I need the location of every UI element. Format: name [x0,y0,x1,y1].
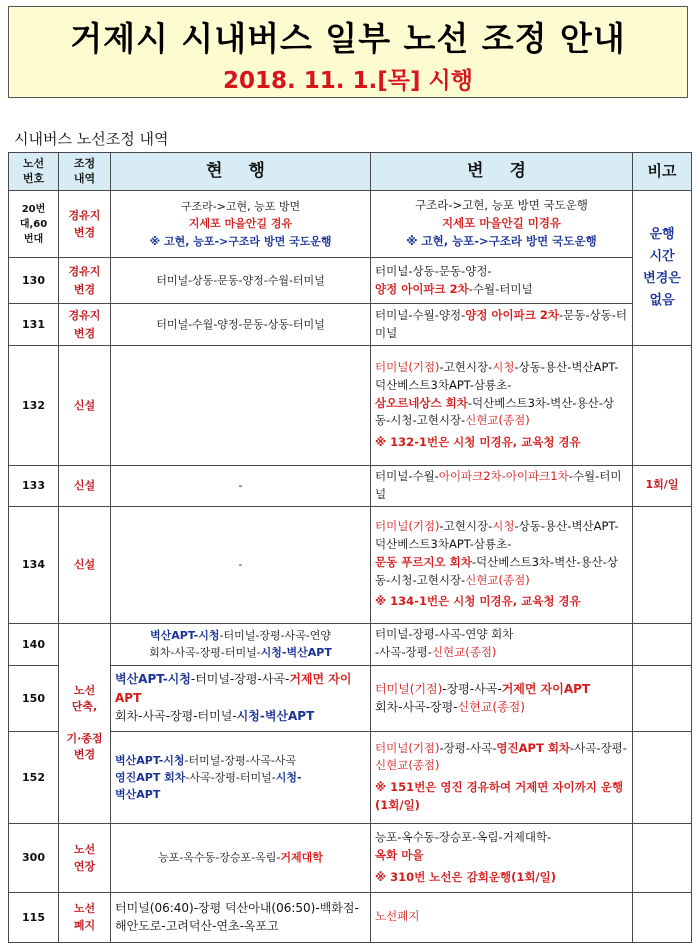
changed-route: 노선폐지 [371,892,633,942]
table-row [9,506,692,623]
route-adjustment-table [8,152,692,943]
route-no: 131 [9,304,59,346]
section-subtitle: 시내버스 노선조정 내역 [14,130,169,148]
adjust-type: 경유지 변경 [59,191,111,258]
route-no: 115 [9,892,59,942]
changed-route: 구조라->고현, 능포 방면 국도운행 지세포 마을안길 미경유 ※ 고현, 능포->구조라 방면 국도운행 [371,191,633,258]
changed-route: 터미널-수월-양정-양정 아이파크 2차-문동-상동-터미널 [371,304,633,346]
route-no: 300 [9,823,59,892]
changed-route: 터미널(기점)-장평-사곡-영진APT 회차-사곡-장평-신현교(종점) ※ 151번은 영진 경유하여 거제면 자이까지 운행(1회/일) [371,731,633,823]
current-route: 벽산APT-시청-터미널-장평-사곡-사곡 영진APT 회차-사곡-장평-터미널-시청- 벽산APT [111,731,371,823]
note-cell: 1회/일 [633,466,692,507]
changed-route: 터미널-상동-문동-양정- 양정 아이파크 2차-수월-터미널 [371,258,633,304]
current-route: 터미널(06:40)-장평 덕산아내(06:50)-백화점-해안도로-고려덕산-연초-옥포고 [111,892,371,942]
changed-route: 터미널-장평-사곡-연양 회차 -사곡-장평-신현교(종점) [371,623,633,665]
route-no: 150 [9,665,59,731]
note-cell [633,665,692,731]
note-cell [633,506,692,623]
table-header-row [9,153,692,191]
adjust-type: 노선 단축, 기·종점 변경 [59,623,111,823]
current-route: - [111,506,371,623]
adjust-type: 신설 [59,466,111,507]
route-no: 20번대,60 번대 [9,191,59,258]
table-row [9,823,692,892]
changed-route: 능포-옥수동-장승포-옥림-거제대학- 옥화 마을 ※ 310번 노선은 감회운행(1회/일) [371,823,633,892]
note-cell: 운행 시간 변경은 없음 [633,191,692,346]
note-cell [633,623,692,665]
changed-route: 터미널(기점)-고현시장-시청-상동-용산-벽산APT-덕산베스트3차APT-삼룡초- 삼오르네상스 회차-덕산베스트3차-벽산-용산-상동-시청-고현시장-신현교(종점) ※ 132-1번은 시청 미경유, 교육청 경유 [371,346,633,466]
table-row [9,665,692,731]
effective-date: 2018. 11. 1.[목] 시행 [223,68,473,94]
current-route: 능포-옥수동-장승포-옥림-거제대학 [111,823,371,892]
current-route [111,346,371,466]
table-row [9,191,692,258]
header-current: 현 행 [111,153,371,191]
note-cell [633,823,692,892]
adjust-type: 경유지 변경 [59,258,111,304]
note-cell [633,346,692,466]
table-row [9,623,692,665]
adjust-type: 노선 연장 [59,823,111,892]
header-note: 비고 [633,153,692,191]
header-adjust-type: 조정 내역 [59,153,111,191]
adjust-type: 신설 [59,346,111,466]
adjust-type: 경유지 변경 [59,304,111,346]
adjust-type: 신설 [59,506,111,623]
table-row [9,731,692,823]
current-route: 벽산APT-시청-터미널-장평-사곡-연양 회차-사곡-장평-터미널-시청-벽산APT [111,623,371,665]
current-route: 벽산APT-시청-터미널-장평-사곡-거제면 자이APT 회차-사곡-장평-터미널-시청-벽산APT [111,665,371,731]
changed-route: 터미널-수월-아이파크2차-아이파크1차-수월-터미널 [371,466,633,507]
title-banner [8,6,688,98]
route-no: 130 [9,258,59,304]
table-row [9,304,692,346]
header-changed: 변 경 [371,153,633,191]
adjust-type: 노선 폐지 [59,892,111,942]
changed-route: 터미널(기점)-고현시장-시청-상동-용산-벽산APT-덕산베스트3차APT-삼룡초- 문동 푸르지오 회차-덕산베스트3차-벽산-용산-상동-시청-고현시장-신현교(종점) ※ 134-1번은 시청 미경유, 교육청 경유 [371,506,633,623]
route-no: 152 [9,731,59,823]
table-row [9,892,692,942]
table-row [9,258,692,304]
note-cell [633,892,692,942]
current-route: 구조라->고현, 능포 방면 지세포 마을안길 경유 ※ 고현, 능포->구조라 방면 국도운행 [111,191,371,258]
table-row [9,346,692,466]
route-no: 133 [9,466,59,507]
note-cell [633,731,692,823]
table-row [9,466,692,507]
route-no: 132 [9,346,59,466]
current-route: - [111,466,371,507]
changed-route: 터미널(기점)-장평-사곡-거제면 자이APT 회차-사곡-장평-신현교(종점) [371,665,633,731]
current-route: 터미널-상동-문동-양정-수월-터미널 [111,258,371,304]
current-route: 터미널-수월-양정-문동-상동-터미널 [111,304,371,346]
header-route-no: 노선 번호 [9,153,59,191]
route-no: 134 [9,506,59,623]
page-title: 거제시 시내버스 일부 노선 조정 안내 [70,19,626,58]
route-no: 140 [9,623,59,665]
